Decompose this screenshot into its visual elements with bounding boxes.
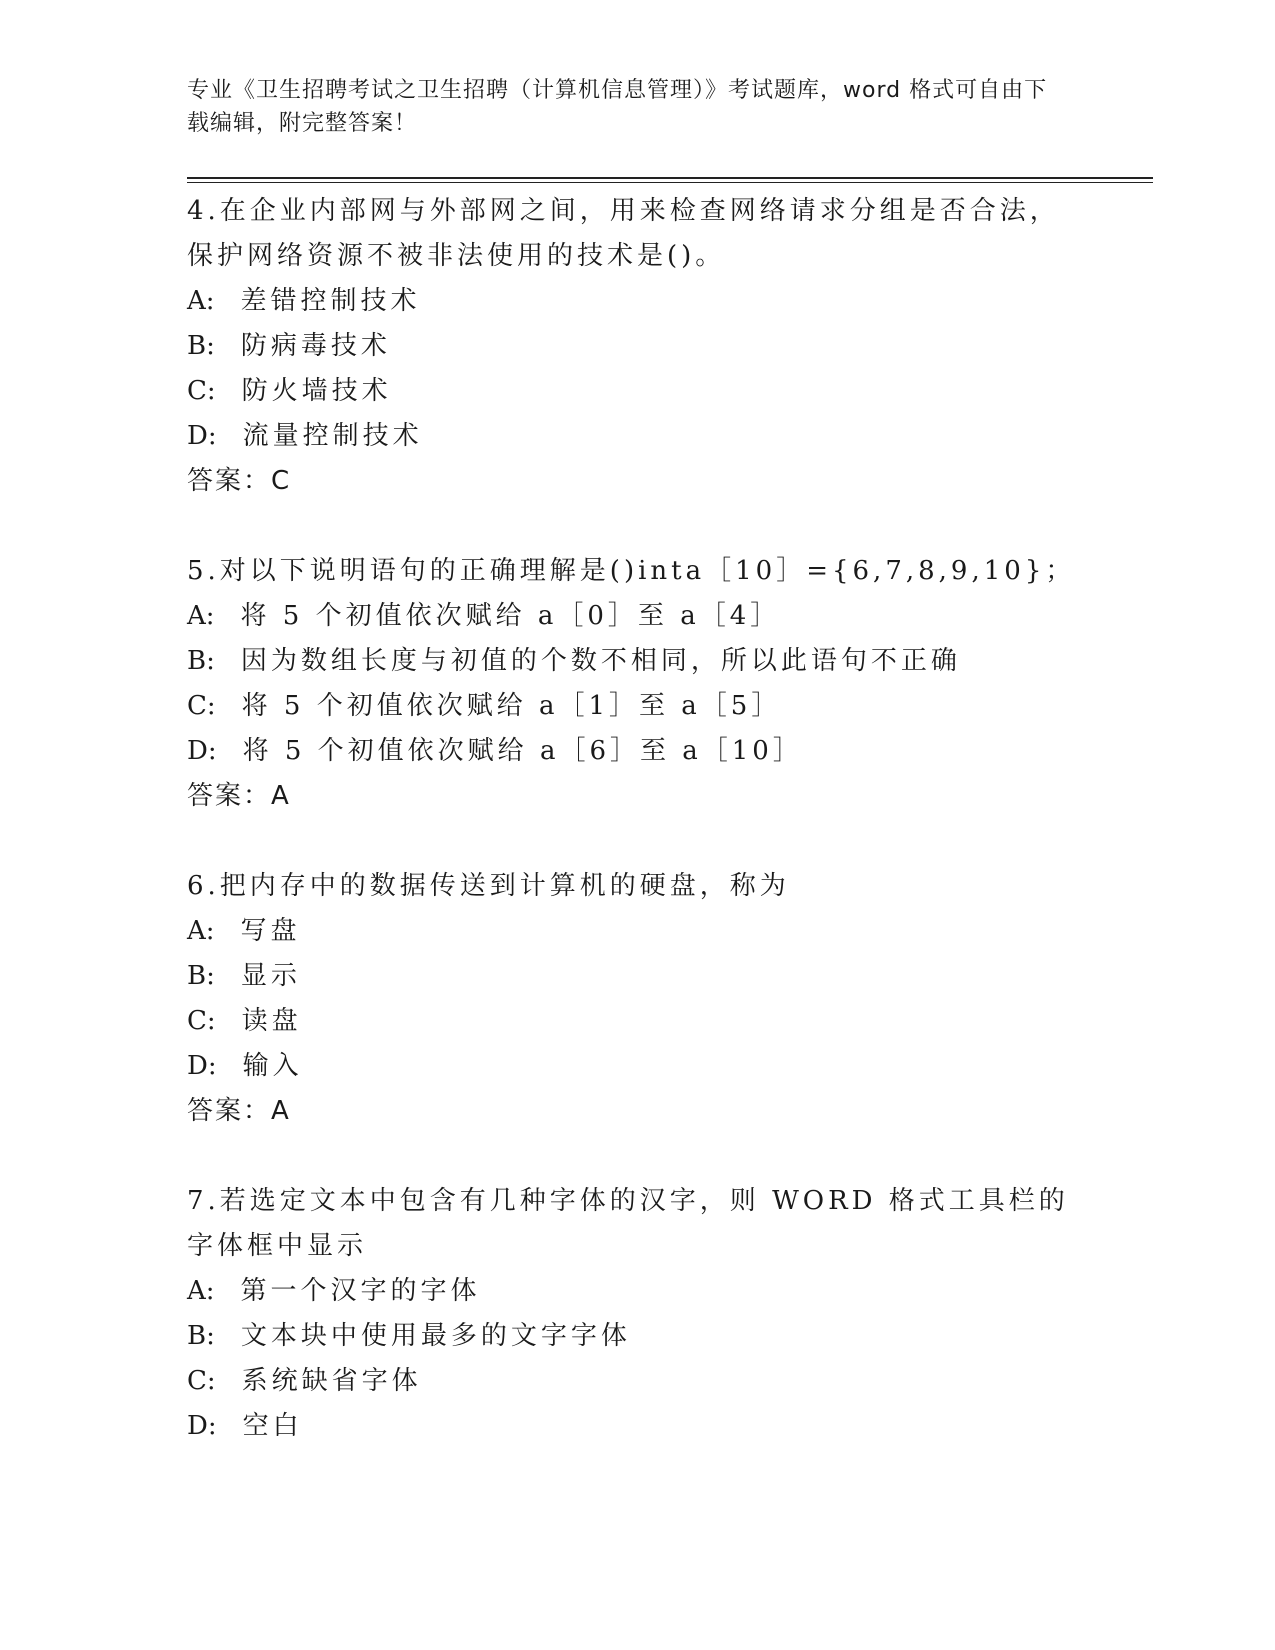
option-key: A: bbox=[187, 1276, 215, 1306]
option-text: 写盘 bbox=[240, 916, 301, 946]
option-text: 因为数组长度与初值的个数不相同，所以此语句不正确 bbox=[240, 646, 961, 676]
option-text: 防火墙技术 bbox=[241, 376, 392, 406]
option-text: 将 5 个初值依次赋给 a［6］至 a［10］ bbox=[242, 736, 803, 766]
header-divider-thin bbox=[187, 182, 1153, 183]
option-d bbox=[187, 414, 1087, 459]
option-text: 将 5 个初值依次赋给 a［0］至 a［4］ bbox=[240, 601, 781, 631]
document-header: 专业《卫生招聘考试之卫生招聘（计算机信息管理）》考试题库，word 格式可自由下载编辑，附完整答案！ bbox=[187, 78, 1048, 136]
option-text: 读盘 bbox=[241, 1006, 302, 1036]
option-key: D: bbox=[187, 1051, 217, 1081]
option-key: B: bbox=[187, 331, 215, 361]
option-b bbox=[187, 639, 1087, 684]
option-text: 防病毒技术 bbox=[240, 331, 391, 361]
option-text: 空白 bbox=[242, 1411, 303, 1441]
option-b bbox=[187, 324, 1087, 369]
option-key: D: bbox=[187, 421, 217, 451]
answer-text: 答案：A bbox=[187, 1096, 291, 1126]
option-key: C: bbox=[187, 1006, 216, 1036]
option-text: 将 5 个初值依次赋给 a［1］至 a［5］ bbox=[241, 691, 782, 721]
option-c bbox=[187, 369, 1087, 414]
option-text: 流量控制技术 bbox=[242, 421, 423, 451]
option-text: 输入 bbox=[242, 1051, 303, 1081]
option-d bbox=[187, 1044, 1087, 1089]
question-stem: 6.把内存中的数据传送到计算机的硬盘，称为 bbox=[187, 871, 790, 901]
option-a bbox=[187, 909, 1087, 954]
option-key: A: bbox=[187, 916, 215, 946]
question-list bbox=[187, 189, 1087, 1494]
option-key: C: bbox=[187, 691, 216, 721]
option-a bbox=[187, 594, 1087, 639]
question-4 bbox=[187, 189, 1087, 504]
option-d bbox=[187, 1404, 1087, 1449]
option-key: C: bbox=[187, 376, 216, 406]
question-5 bbox=[187, 549, 1087, 819]
option-key: B: bbox=[187, 961, 215, 991]
question-stem: 5.对以下说明语句的正确理解是()inta［10］={6,7,8,9,10}； bbox=[187, 556, 1076, 586]
option-text: 差错控制技术 bbox=[240, 286, 421, 316]
option-text: 显示 bbox=[240, 961, 301, 991]
option-text: 文本块中使用最多的文字字体 bbox=[240, 1321, 631, 1351]
option-key: D: bbox=[187, 736, 217, 766]
option-b bbox=[187, 1314, 1087, 1359]
option-a bbox=[187, 279, 1087, 324]
option-c bbox=[187, 1359, 1087, 1404]
option-c bbox=[187, 684, 1087, 729]
option-key: B: bbox=[187, 1321, 215, 1351]
answer-text: 答案：C bbox=[187, 466, 292, 496]
option-text: 系统缺省字体 bbox=[241, 1366, 422, 1396]
question-6 bbox=[187, 864, 1087, 1134]
option-key: B: bbox=[187, 646, 215, 676]
option-a bbox=[187, 1269, 1087, 1314]
option-key: A: bbox=[187, 601, 215, 631]
option-key: D: bbox=[187, 1411, 217, 1441]
option-d bbox=[187, 729, 1087, 774]
option-b bbox=[187, 954, 1087, 999]
option-key: C: bbox=[187, 1366, 216, 1396]
header-divider-thick bbox=[187, 177, 1153, 179]
option-text: 第一个汉字的字体 bbox=[240, 1276, 481, 1306]
question-stem: 4.在企业内部网与外部网之间，用来检查网络请求分组是否合法，保护网络资源不被非法使用的技术是()。 bbox=[187, 196, 1060, 271]
option-c bbox=[187, 999, 1087, 1044]
option-key: A: bbox=[187, 286, 215, 316]
answer-text: 答案：A bbox=[187, 781, 291, 811]
question-7 bbox=[187, 1179, 1087, 1449]
question-stem: 7.若选定文本中包含有几种字体的汉字，则 WORD 格式工具栏的字体框中显示 bbox=[187, 1186, 1069, 1261]
